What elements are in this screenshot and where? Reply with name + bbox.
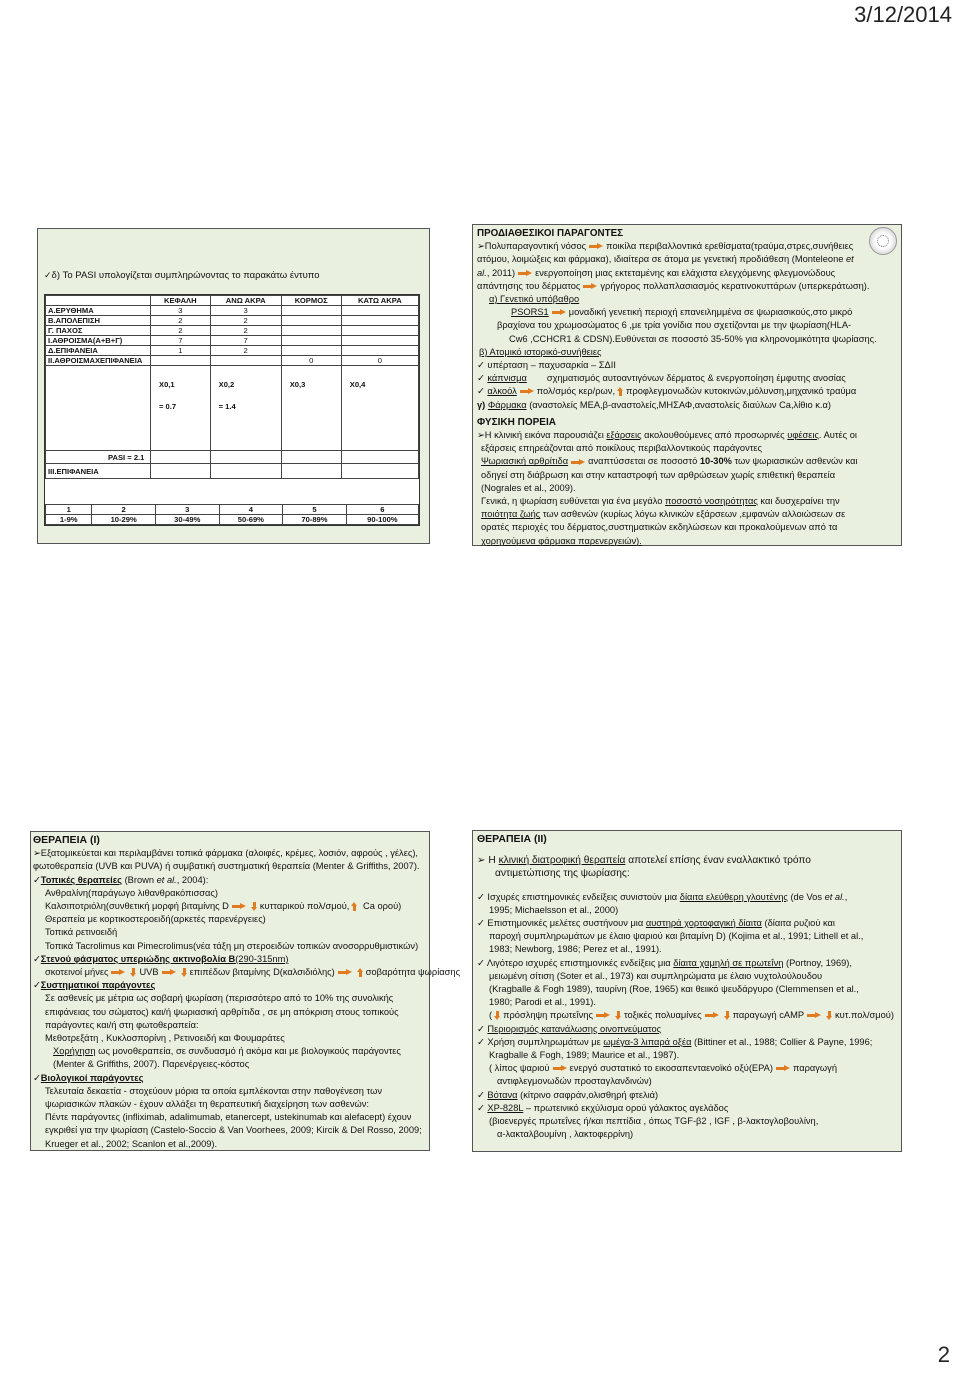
surface-score: 6	[346, 505, 418, 515]
text-line: ποιότητα ζωής των ασθενών (κυρίως λόγω κλινικών εξάρσεων ,εμφανών αλλοιώσεων σε	[481, 509, 846, 520]
text-line: Τοπικά Tacrolimus και Pimecrolimus(νέα τάξη μη στεροειδών τοπικών ανοσορρυθμιστικών)	[45, 940, 419, 951]
cell: 2	[210, 316, 281, 326]
text-line: ➢Πολυπαραγοντική νόσος ποικίλα περιβαλλοντικά ερεθίσματα(τραύμα,στρες,συνήθειες	[477, 241, 854, 252]
cell	[341, 346, 418, 356]
surface-range: 90-100%	[346, 515, 418, 525]
text-line: (Menter & Griffiths, 2007). Παρενέργειες-κόστος	[53, 1059, 250, 1070]
text-line: μειωμένη σίτιση (Soter et al., 1973) και συμπληρώματα με έλαιο νυχτολούλουδου	[489, 970, 823, 981]
row-label: Δ.ΕΠΙΦΑΝΕΙΑ	[46, 346, 151, 356]
text-line: Τελευταία δεκαετία - στοχεύουν μόρια τα οποία εμπλέκονται στην παθογένεση των	[45, 1085, 382, 1096]
text-line: Γενικά, η ψωρίαση ευθύνεται για ένα μεγάλο ποσοστό νοσηρότητας και δυσχεραίνει την	[481, 496, 840, 507]
text-line: χορηγούμενα φάρμακα παρενεργειών).	[481, 535, 642, 546]
row-label: Β.ΑΠΟΛΕΠΙΣΗ	[46, 316, 151, 326]
up-arrow-icon	[357, 968, 364, 977]
multiplier: X0,1	[159, 380, 175, 389]
text-line: β) Ατομικό ιστορικό-συνήθειες	[479, 346, 602, 357]
text-line: ✓Συστηματικοί παράγοντες	[33, 980, 156, 991]
slide1-intro: ✓δ) To PASI υπολογίζεται συμπληρώνοντας το παρακάτω έντυπο	[44, 270, 320, 281]
page-date: 3/12/2014	[854, 2, 952, 27]
col-head: ΚΑΤΩ ΑΚΡΑ	[341, 296, 418, 306]
text-line: α-λακταλβουμίνη , λακτοφερρίνη)	[497, 1129, 634, 1140]
cell	[341, 306, 418, 316]
arrow-icon	[807, 1012, 821, 1019]
text-line: ✓Βιολογικοί παράγοντες	[33, 1072, 144, 1083]
text-line: ατόμου, λοιμώξεις και φάρμακα), ιδιαίτερα σε άτομα με γενετική προδιάθεση (Monteleone et	[477, 254, 854, 265]
surface-range: 70-89%	[283, 515, 347, 525]
row-label: Α.ΕΡΥΘΗΜΑ	[46, 306, 151, 316]
text-line: ➢ Η κλινική διατροφική θεραπεία αποτελεί επίσης έναν εναλλακτικό τρόπο	[477, 855, 811, 867]
arrow-icon	[596, 1012, 610, 1019]
cell	[210, 356, 281, 366]
text-line: ψωριασικών πλακών - έχουν αλλάξει τη θεραπευτική διαχείρηση των ασθενών:	[45, 1099, 370, 1110]
down-arrow-icon	[181, 968, 188, 977]
text-line: αντιφλεγμονωδών προσταγλανδινών)	[497, 1076, 652, 1087]
row-label: ΙΙ.ΑΘΡΟΙΣΜΑΧΕΠΙΦΑΝΕΙΑ	[46, 356, 151, 366]
arrow-icon	[552, 309, 566, 316]
down-arrow-icon	[494, 1011, 501, 1020]
multiplier: X0,2	[218, 380, 235, 389]
text-line: ✓ Ισχυρές επιστημονικές ενδείξεις συνιστούν μια δίαιτα ελεύθερη γλουτένης (de Vos et al.,	[477, 891, 848, 902]
slide-predisposing-factors	[472, 224, 902, 546]
text-line: ✓Στενού φάσματος υπεριώδης ακτινοβολία Β(290-315nm)	[33, 953, 289, 964]
text-line: εγκριθεί για την ψωρίαση (Castelo-Soccio & Van Voorhees, 2009; Kircik & Del Rosso, 2009;	[45, 1125, 422, 1136]
text-line: ✓ Βότανα (κίτρινο σαφράν,ολισθηρή φτελιά)	[477, 1089, 659, 1100]
text-line: PSORS1 μοναδική γενετική περιοχή επανειλημμένα σε ψωριασικούς,στο μικρό	[511, 307, 853, 318]
arrow-icon	[162, 969, 176, 976]
text-line: (Nograles et al., 2009).	[481, 482, 576, 493]
cell	[341, 336, 418, 346]
text-line: ✓ Επιστημονικές μελέτες συστήνουν μια αυστηρά χορτοφαγική δίαιτα (δίαιτα ρυζιού και	[477, 918, 835, 929]
text-line: ✓ κάπνισμα σχηματισμός αυτοαντιγόνων δέρματος & ενεργοποίηση έμφυτης ανοσίας	[477, 373, 846, 384]
text-line: α) Γενετικό υπόβαθρο	[489, 294, 580, 305]
multiplier: X0,4	[349, 380, 366, 389]
surface-range: 10-29%	[92, 515, 156, 525]
text-line: ορατές περιοχές του δέρματος,συστηματικών εκδηλώσεων και προκαλούμενων από τα	[481, 522, 838, 533]
text-line: Πέντε παράγοντες (infliximab, adalimumab, etanercept, ustekinumab και alefacept) έχουν	[45, 1112, 412, 1123]
text-line: Σε ασθενείς με μέτρια ως σοβαρή ψωρίαση (περισσότερο από το 10% της συνολικής	[45, 993, 394, 1004]
cell	[341, 316, 418, 326]
text-line: βραχίονα του χρωμοσώματος 6 ,με τρία γονίδια που σχετίζονται με την ψωρίαση(HLA-	[497, 320, 852, 331]
up-arrow-icon	[617, 387, 624, 396]
cell: 2	[210, 346, 281, 356]
page-number: 2	[937, 1342, 950, 1367]
cell	[281, 346, 341, 356]
arrow-icon	[553, 1065, 567, 1072]
text-line: ✓ XP-828L – πρωτεινικό εκχύλισμα ορού γάλακτος αγελάδος	[477, 1102, 729, 1113]
col-head: ΚΟΡΜΟΣ	[281, 296, 341, 306]
text-line: ( λίπος ψαριού ενεργό συστατικό το εικοσαπενταενοϊκό οξύ(EPA) παραγωγή	[489, 1063, 837, 1074]
text-line: ✓ αλκοόλ πολ/σμός κερ/ρων, προφλεγμονωδών κυτοκινών,μόλυνση,μηχανικό τραύμα	[477, 386, 857, 397]
text-line: Καλσιποτριόλη(συνθετική μορφή βιταμίνης D κυτταρικού πολ/σμού, Ca ορού)	[45, 901, 402, 912]
col-head: ΑΝΩ ΑΚΡΑ	[210, 296, 281, 306]
text-line: φωτοθεραπεία (UVB και PUVA) ή συμβατική συστηματική θεραπεία (Menter & Griffiths, 2007).	[33, 861, 420, 872]
col-head: ΚΕΦΑΛΗ	[151, 296, 211, 306]
text-line: επιφάνειας του σώματος) και/ή ψωριασική αρθρίτιδα , σε μη απόκριση στους τοπικούς	[45, 1006, 399, 1017]
cell	[281, 326, 341, 336]
result: = 0.7	[159, 402, 177, 411]
surface-score: 3	[155, 505, 219, 515]
surface-label: ΙΙΙ.ΕΠΙΦΑΝΕΙΑ	[46, 464, 151, 479]
surface-score: 1	[46, 505, 92, 515]
surface-score: 5	[283, 505, 347, 515]
cell: 0	[281, 356, 341, 366]
cell: 0	[341, 356, 418, 366]
text-line: 1980; Parodi et al., 1991).	[489, 997, 596, 1008]
cell: 2	[210, 326, 281, 336]
down-arrow-icon	[724, 1011, 731, 1020]
surface-score: 4	[219, 505, 283, 515]
arrow-icon	[338, 969, 352, 976]
text-line: Τοπικά ρετινοειδή	[45, 927, 118, 938]
section-title: ΦΥΣΙΚΗ ΠΟΡΕΙΑ	[477, 416, 556, 428]
cell: 3	[151, 306, 211, 316]
arrow-icon	[518, 270, 532, 277]
text-line: παράγοντες και/ή στη φωτοθεραπεία:	[45, 1019, 199, 1030]
arrow-icon	[232, 903, 246, 910]
surface-range: 1-9%	[46, 515, 92, 525]
text-line: al., 2011) ενεργοποίηση μιας εκτεταμένης και ελάχιστα ελεγχόμενης φλεγμονώδους	[477, 267, 836, 278]
arrow-icon	[589, 243, 603, 250]
text-line: Ανθραλίνη(παράγωγο λιθανθρακόπισσας)	[45, 887, 218, 898]
text-line: σκοτεινοί μήνες UVB επιπέδων βιταμίνης D(καλσιδιόλης) σοβαρότητα ψωρίασης	[45, 967, 461, 978]
slide-title: ΠΡΟΔΙΑΘΕΣΙΚΟΙ ΠΑΡΑΓΟΝΤΕΣ	[477, 228, 624, 239]
cell: 2	[151, 316, 211, 326]
cell	[281, 336, 341, 346]
pasi-total: PASI = 2.1	[108, 452, 145, 462]
text-line: Kragballe & Fogh, 1989; Maurice et al., 1987).	[489, 1050, 680, 1061]
down-arrow-icon	[826, 1011, 833, 1020]
text-line: οδηγεί στη διάβρωση και στην καταστροφή των αρθρώσεων χωρίς επιθετική θεραπεία	[481, 469, 836, 480]
text-line: Krueger et al., 2002; Scanlon et al.,2009).	[45, 1138, 218, 1149]
text-line: Cw6 ,CCHCR1 & CDSN).Ευθύνεται σε ποσοστό 35-50% για κληρονομικότητα ψωρίασης.	[509, 333, 877, 344]
row-label: Ι.ΑΘΡΟΙΣΜΑ(Α+Β+Γ)	[46, 336, 151, 346]
cell: 7	[210, 336, 281, 346]
down-arrow-icon	[251, 902, 258, 911]
slide-title: ΘΕΡΑΠΕΙΑ (Ι)	[33, 834, 100, 846]
pasi-table	[44, 294, 420, 526]
arrow-icon	[111, 969, 125, 976]
row-label: Γ. ΠΑΧΟΣ	[46, 326, 151, 336]
arrow-icon	[705, 1012, 719, 1019]
cell: 7	[151, 336, 211, 346]
slide-therapy-2	[472, 830, 902, 1152]
text-line: 1995; Michaelsson et al., 2000)	[489, 904, 619, 915]
cell	[281, 316, 341, 326]
text-line: Ψωριασική αρθρίτιδα αναπτύσσεται σε ποσοστό 10-30% των ψωριασικών ασθενών και	[481, 456, 858, 467]
text-line: εξάρσεις επηρεάζονται από ποικίλους περιβαλλοντικούς παράγοντες	[481, 443, 763, 454]
text-line: ( πρόσληψη πρωτεΐνης τοξικές πολυαμίνες παραγωγή cAMP κυτ.πολ/σμού)	[489, 1010, 894, 1021]
text-line: (βιοενεργές πρωτεΐνες ή/και πεπτίδια , όπως TGF-β2 , IGF , β-λακτογλοβουλίνη,	[489, 1116, 819, 1127]
arrow-icon	[583, 283, 597, 290]
text-line: ✓ Χρήση συμπληρωμάτων με ωμέγα-3 λιπαρά οξέα (Bittiner et al., 1988; Collier & Payne, 1996;	[477, 1036, 873, 1047]
text-line: ✓Τοπικές θεραπείες (Brown et al., 2004):	[33, 874, 209, 885]
arrow-icon	[776, 1065, 790, 1072]
text-line: Θεραπεία με κορτικοστεροειδή(αρκετές παρενέργειες)	[45, 914, 266, 925]
down-arrow-icon	[130, 968, 137, 977]
surface-range: 30-49%	[155, 515, 219, 525]
text-line: ✓ υπέρταση – παχυσαρκία – ΣΔΙΙ	[477, 360, 616, 371]
text-line: ➢Εξατομικεύεται και περιλαμβάνει τοπικά φάρμακα (αλοιφές, κρέμες, λοσιόν, αφρούς , γέλες),	[33, 848, 418, 859]
text-line: (Kragballe & Fogh 1989), ταυρίνη (Roe, 1965) και θειικό ψευδάργυρο (Clemmensen et al.,	[489, 984, 859, 995]
arrow-icon	[520, 388, 534, 395]
up-arrow-icon	[351, 902, 358, 911]
text-line: παροχή συμπληρωμάτων με έλαιο ψαριού και βιταμίνη D) (Kojima et al., 1991; Lithell et al.,	[489, 931, 864, 942]
slide-therapy-1	[30, 831, 461, 1151]
multiplier: X0,3	[289, 380, 306, 389]
down-arrow-icon	[615, 1011, 622, 1020]
text-line: Μεθοτρεξάτη , Κυκλοσπορίνη , Ρετινοειδή και Φουμαράτες	[45, 1033, 285, 1044]
text-line: αντιμετώπισης της ψωρίασης:	[495, 868, 630, 880]
text-line: ✓ Περιορισμός κατανάλωσης οινοπνεύματος	[477, 1023, 662, 1034]
text-line: Χορήγηση ως μονοθεραπεία, σε συνδυασμό ή ακόμα και με βιολογικούς παράγοντες	[53, 1046, 401, 1057]
text-line: γ) Φάρμακα (αναστολείς ΜΕΑ,β-αναστολείς,ΜΗΣΑΦ,αναστολείς διαύλων Ca,λίθιο κ.α)	[477, 399, 831, 410]
cell	[281, 306, 341, 316]
result: = 1.4	[218, 402, 236, 411]
text-line: 1983; Newborg, 1986; Perez et al., 1991).	[489, 944, 662, 955]
cell	[341, 326, 418, 336]
slide-title: ΘΕΡΑΠΕΙΑ (ΙΙ)	[477, 833, 547, 845]
text-line: απάντησης του δέρματος γρήγορος πολλαπλασιασμός κερατινοκυττάρων (υπερκεράτωση).	[477, 280, 870, 291]
cell	[151, 356, 211, 366]
cell: 3	[210, 306, 281, 316]
cell: 2	[151, 326, 211, 336]
text-line: ➢Η κλινική εικόνα παρουσιάζει εξάρσεις ακολουθούμενες από προσωρινές υφέσεις. Αυτές οι	[477, 430, 857, 441]
text-line: ✓ Λιγότερο ισχυρές επιστημονικές ενδείξεις μια δίαιτα χαμηλή σε πρωτεΐνη (Portnoy, 1969),	[477, 957, 852, 968]
cell: 1	[151, 346, 211, 356]
surface-score: 2	[92, 505, 156, 515]
arrow-icon	[571, 459, 585, 466]
surface-range: 50-69%	[219, 515, 283, 525]
